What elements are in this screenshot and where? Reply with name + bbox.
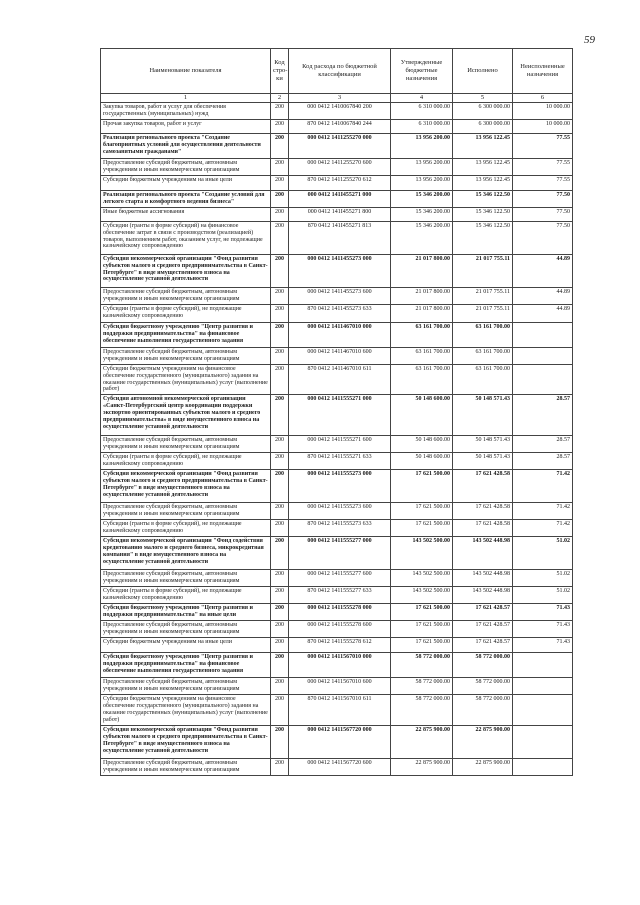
table-row: [101, 436, 573, 453]
table-row: [101, 304, 573, 322]
table-row: [101, 638, 573, 653]
row-classification: 000 0412 1411567720 000: [289, 725, 391, 758]
row-code: 200: [271, 436, 289, 453]
row-unexecuted: 51.02: [513, 537, 573, 570]
row-classification: 870 0412 1411255270 612: [289, 175, 391, 190]
table-body: [101, 103, 573, 776]
row-name: Реализация регионального проекта "Создание благоприятных условий для осуществления деятельности самозанятыми гражданами": [101, 133, 271, 158]
row-unexecuted: [513, 725, 573, 758]
row-name: Субсидия бюджетному учреждению "Центр развития и поддержки предпринимательства" на финансовое обеспечение выполнения государственного задания: [101, 322, 271, 347]
row-name: Субсидия бюджетному учреждению "Центр развития и поддержки предпринимательства" на финансовое обеспечение выполнения государственного задания: [101, 653, 271, 678]
row-name: Субсидии бюджетным учреждениям на иные цели: [101, 175, 271, 190]
row-unexecuted: 77.55: [513, 175, 573, 190]
row-classification: 000 0412 1411555273 600: [289, 503, 391, 520]
row-executed: 13 956 122.45: [453, 175, 513, 190]
row-executed: 63 161 700.00: [453, 347, 513, 364]
row-classification: 000 0412 1411467010 600: [289, 347, 391, 364]
row-approved: 58 772 000.00: [391, 695, 453, 726]
table-row: [101, 287, 573, 304]
row-approved: 17 621 500.00: [391, 621, 453, 638]
row-approved: 58 772 000.00: [391, 678, 453, 695]
row-classification: 870 0412 1410067840 244: [289, 119, 391, 133]
row-approved: 21 017 800.00: [391, 287, 453, 304]
row-classification: 870 0412 141I455271 813: [289, 221, 391, 254]
table-row: [101, 322, 573, 347]
row-name: Реализация регионального проекта "Создание условий для легкого старта и комфортного ведения бизнеса": [101, 190, 271, 207]
row-name: Субсидия некоммерческой организации "Фонд развития субъектов малого и среднего предпринимательства в Санкт-Петербурге" в виде имущественного взноса на осуществление уставной деятельности: [101, 725, 271, 758]
row-unexecuted: 71.43: [513, 604, 573, 621]
table-row: [101, 133, 573, 158]
table-row: [101, 678, 573, 695]
row-code: 200: [271, 587, 289, 604]
row-unexecuted: 51.02: [513, 587, 573, 604]
header-executed: Исполнено: [453, 49, 513, 94]
row-executed: 21 017 755.11: [453, 287, 513, 304]
row-approved: 50 148 600.00: [391, 395, 453, 436]
row-executed: 17 621 428.57: [453, 604, 513, 621]
row-executed: 50 148 571.43: [453, 395, 513, 436]
row-classification: 870 0412 1411555278 612: [289, 638, 391, 653]
row-executed: 58 772 000.00: [453, 695, 513, 726]
row-approved: 15 346 200.00: [391, 207, 453, 221]
row-approved: 17 621 500.00: [391, 470, 453, 503]
header-row-code: Код стро-ки: [271, 49, 289, 94]
table-row: [101, 725, 573, 758]
row-unexecuted: 77.55: [513, 158, 573, 175]
row-unexecuted: 10 000.00: [513, 103, 573, 120]
row-classification: 000 0412 141I455271 000: [289, 190, 391, 207]
row-code: 200: [271, 304, 289, 322]
row-name: Субсидии бюджетным учреждениям на финансовое обеспечение государственного (муниципального) задания на оказание государственных (муниципальных) услуг (выполнение работ): [101, 695, 271, 726]
table-row: [101, 103, 573, 120]
row-unexecuted: [513, 347, 573, 364]
table-row: [101, 175, 573, 190]
row-approved: 13 956 200.00: [391, 133, 453, 158]
column-number: 2: [271, 94, 289, 103]
row-executed: 15 346 122.50: [453, 221, 513, 254]
row-name: Субсидии (гранты в форме субсидий), не подлежащие казначейскому сопровождению: [101, 587, 271, 604]
row-unexecuted: 77.55: [513, 133, 573, 158]
row-approved: 22 875 900.00: [391, 758, 453, 775]
row-executed: 17 621 428.58: [453, 503, 513, 520]
row-approved: 50 148 600.00: [391, 453, 453, 470]
table-header-row: [101, 49, 573, 94]
row-code: 200: [271, 758, 289, 775]
row-name: Предоставление субсидий бюджетным, автономным учреждениям и иным некоммерческим организациям: [101, 678, 271, 695]
row-unexecuted: 71.43: [513, 621, 573, 638]
page-number: 59: [584, 34, 595, 46]
row-classification: 000 0412 1411555277 600: [289, 570, 391, 587]
row-unexecuted: 28.57: [513, 436, 573, 453]
row-name: Предоставление субсидий бюджетным, автономным учреждениям и иным некоммерческим организациям: [101, 436, 271, 453]
row-name: Субсидия некоммерческой организации "Фонд развития субъектов малого и среднего предпринимательства в Санкт-Петербурге" в виде имущественного взноса на осуществление уставной деятельности: [101, 470, 271, 503]
row-executed: 13 956 122.45: [453, 133, 513, 158]
row-code: 200: [271, 638, 289, 653]
row-classification: 000 0412 1411555271 000: [289, 395, 391, 436]
row-approved: 17 621 500.00: [391, 503, 453, 520]
row-unexecuted: [513, 695, 573, 726]
row-code: 200: [271, 653, 289, 678]
row-classification: 000 0412 1411467010 000: [289, 322, 391, 347]
row-code: 200: [271, 570, 289, 587]
row-code: 200: [271, 175, 289, 190]
row-name: Предоставление субсидий бюджетным, автономным учреждениям и иным некоммерческим организациям: [101, 158, 271, 175]
row-approved: 143 502 500.00: [391, 537, 453, 570]
row-code: 200: [271, 287, 289, 304]
row-code: 200: [271, 254, 289, 287]
row-unexecuted: 51.02: [513, 570, 573, 587]
row-classification: 870 0412 1411467010 611: [289, 364, 391, 395]
row-executed: 13 956 122.45: [453, 158, 513, 175]
row-unexecuted: 71.42: [513, 503, 573, 520]
row-code: 200: [271, 520, 289, 537]
row-code: 200: [271, 119, 289, 133]
row-approved: 63 161 700.00: [391, 347, 453, 364]
row-classification: 000 0412 1411567720 600: [289, 758, 391, 775]
row-code: 200: [271, 207, 289, 221]
row-classification: 000 0412 1411455273 600: [289, 287, 391, 304]
row-name: Субсидии (гранты в форме субсидий), не подлежащие казначейскому сопровождению: [101, 520, 271, 537]
table-row: [101, 470, 573, 503]
row-code: 200: [271, 678, 289, 695]
row-unexecuted: 71.42: [513, 470, 573, 503]
table-row: [101, 570, 573, 587]
table-row: [101, 587, 573, 604]
row-name: Иные бюджетные ассигнования: [101, 207, 271, 221]
row-code: 200: [271, 695, 289, 726]
row-code: 200: [271, 347, 289, 364]
row-code: 200: [271, 621, 289, 638]
row-executed: 58 772 000.00: [453, 653, 513, 678]
row-code: 200: [271, 190, 289, 207]
row-classification: 000 0412 1410067840 200: [289, 103, 391, 120]
row-unexecuted: 71.42: [513, 520, 573, 537]
row-code: 200: [271, 364, 289, 395]
table-row: [101, 190, 573, 207]
row-name: Субсидии (гранты в форме субсидий) на финансовое обеспечение затрат в связи с производством (реализацией) товаров, выполнением работ, оказанием услуг, не подлежащие казначейскому сопровождению: [101, 221, 271, 254]
column-number: 6: [513, 94, 573, 103]
table-row: [101, 453, 573, 470]
row-name: Предоставление субсидий бюджетным, автономным учреждениям и иным некоммерческим организациям: [101, 503, 271, 520]
row-code: 200: [271, 322, 289, 347]
row-code: 200: [271, 158, 289, 175]
row-executed: 6 300 000.00: [453, 119, 513, 133]
column-number: 1: [101, 94, 271, 103]
row-classification: 000 0412 141I455271 800: [289, 207, 391, 221]
table-row: [101, 221, 573, 254]
row-name: Субсидии бюджетным учреждениям на финансовое обеспечение государственного (муниципального) задания на оказание государственных (муниципальных) услуг (выполнение работ): [101, 364, 271, 395]
row-classification: 000 0412 1411255270 000: [289, 133, 391, 158]
row-name: Закупка товаров, работ и услуг для обеспечения государственных (муниципальных) нужд: [101, 103, 271, 120]
row-approved: 143 502 500.00: [391, 587, 453, 604]
row-classification: 000 0412 1411455273 000: [289, 254, 391, 287]
row-code: 200: [271, 503, 289, 520]
table-row: [101, 537, 573, 570]
table-row: [101, 503, 573, 520]
row-name: Предоставление субсидий бюджетным, автономным учреждениям и иным некоммерческим организациям: [101, 758, 271, 775]
row-code: 200: [271, 221, 289, 254]
row-name: Предоставление субсидий бюджетным, автономным учреждениям и иным некоммерческим организациям: [101, 287, 271, 304]
table-row: [101, 158, 573, 175]
row-unexecuted: [513, 758, 573, 775]
table-row: [101, 604, 573, 621]
row-unexecuted: 10 000.00: [513, 119, 573, 133]
row-classification: 870 0412 1411555273 633: [289, 520, 391, 537]
row-name: Субсидия автономной некоммерческой организации «Санкт-Петербургский центр координации поддержки экспортно ориентированных субъектов малого и среднего предпринимательства» в виде имущественного взноса на осуществление уставной деятельности: [101, 395, 271, 436]
row-executed: 21 017 755.11: [453, 304, 513, 322]
header-name: Наименование показателя: [101, 49, 271, 94]
header-approved: Утвержденные бюджетные назначения: [391, 49, 453, 94]
row-classification: 870 0412 1411555277 633: [289, 587, 391, 604]
row-executed: 143 502 448.98: [453, 570, 513, 587]
row-approved: 17 621 500.00: [391, 520, 453, 537]
row-unexecuted: 44.89: [513, 287, 573, 304]
table-row: [101, 520, 573, 537]
column-number: 5: [453, 94, 513, 103]
row-executed: 17 621 428.58: [453, 520, 513, 537]
row-unexecuted: [513, 322, 573, 347]
row-name: Предоставление субсидий бюджетным, автономным учреждениям и иным некоммерческим организациям: [101, 621, 271, 638]
row-approved: 22 875 900.00: [391, 725, 453, 758]
row-approved: 21 017 800.00: [391, 304, 453, 322]
row-code: 200: [271, 470, 289, 503]
row-approved: 15 346 200.00: [391, 221, 453, 254]
row-name: Субсидии (гранты в форме субсидий), не подлежащие казначейскому сопровождению: [101, 453, 271, 470]
row-unexecuted: [513, 364, 573, 395]
row-code: 200: [271, 395, 289, 436]
row-approved: 143 502 500.00: [391, 570, 453, 587]
row-classification: 000 0412 1411555273 000: [289, 470, 391, 503]
row-classification: 870 0412 1411555271 633: [289, 453, 391, 470]
table-row: [101, 347, 573, 364]
row-classification: 000 0412 1411555271 600: [289, 436, 391, 453]
row-executed: 15 346 122.50: [453, 207, 513, 221]
row-code: 200: [271, 604, 289, 621]
table-row: [101, 207, 573, 221]
row-approved: 15 346 200.00: [391, 190, 453, 207]
row-name: Субсидии бюджетным учреждениям на иные цели: [101, 638, 271, 653]
table-row: [101, 254, 573, 287]
row-approved: 13 956 200.00: [391, 158, 453, 175]
row-unexecuted: 77.50: [513, 221, 573, 254]
row-name: Субсидия некоммерческой организации "Фонд развития субъектов малого и среднего предпринимательства в Санкт-Петербурге" в виде имущественного взноса на осуществление уставной деятельности: [101, 254, 271, 287]
row-approved: 58 772 000.00: [391, 653, 453, 678]
row-executed: 63 161 700.00: [453, 364, 513, 395]
row-approved: 17 621 500.00: [391, 638, 453, 653]
row-executed: 143 502 448.98: [453, 587, 513, 604]
column-number: 3: [289, 94, 391, 103]
row-unexecuted: 44.89: [513, 254, 573, 287]
row-classification: 000 0412 1411555278 000: [289, 604, 391, 621]
column-number: 4: [391, 94, 453, 103]
header-expense-code: Код расхода по бюджетной классификации: [289, 49, 391, 94]
row-unexecuted: [513, 653, 573, 678]
header-unexecuted: Неисполненные назначения: [513, 49, 573, 94]
row-code: 200: [271, 725, 289, 758]
row-unexecuted: 71.43: [513, 638, 573, 653]
row-code: 200: [271, 537, 289, 570]
row-code: 200: [271, 453, 289, 470]
row-code: 200: [271, 103, 289, 120]
row-classification: 000 0412 1411555278 600: [289, 621, 391, 638]
row-executed: 17 621 428.58: [453, 470, 513, 503]
row-classification: 000 0412 1411567010 000: [289, 653, 391, 678]
row-executed: 143 502 448.98: [453, 537, 513, 570]
row-executed: 50 148 571.43: [453, 453, 513, 470]
row-unexecuted: 28.57: [513, 453, 573, 470]
row-approved: 21 017 800.00: [391, 254, 453, 287]
table-row: [101, 364, 573, 395]
row-classification: 870 0412 1411567010 611: [289, 695, 391, 726]
table-row: [101, 758, 573, 775]
row-unexecuted: 44.89: [513, 304, 573, 322]
column-number-row: [101, 94, 573, 103]
row-approved: 13 956 200.00: [391, 175, 453, 190]
row-name: Предоставление субсидий бюджетным, автономным учреждениям и иным некоммерческим организациям: [101, 347, 271, 364]
row-approved: 63 161 700.00: [391, 322, 453, 347]
table-row: [101, 621, 573, 638]
row-approved: 17 621 500.00: [391, 604, 453, 621]
row-executed: 15 346 122.50: [453, 190, 513, 207]
row-unexecuted: 28.57: [513, 395, 573, 436]
row-classification: 870 0412 1411455273 633: [289, 304, 391, 322]
row-name: Субсидия бюджетному учреждению "Центр развития и поддержки предпринимательства" на иные цели: [101, 604, 271, 621]
row-executed: 50 148 571.43: [453, 436, 513, 453]
row-classification: 000 0412 1411567010 600: [289, 678, 391, 695]
row-executed: 21 017 755.11: [453, 254, 513, 287]
table-row: [101, 395, 573, 436]
row-executed: 22 875 900.00: [453, 725, 513, 758]
row-unexecuted: [513, 678, 573, 695]
row-executed: 22 875 900.00: [453, 758, 513, 775]
row-name: Субсидии (гранты в форме субсидий), не подлежащие казначейскому сопровождению: [101, 304, 271, 322]
table-row: [101, 653, 573, 678]
row-executed: 58 772 000.00: [453, 678, 513, 695]
row-classification: 000 0412 1411555277 000: [289, 537, 391, 570]
row-approved: 63 161 700.00: [391, 364, 453, 395]
row-approved: 50 148 600.00: [391, 436, 453, 453]
row-executed: 17 621 428.57: [453, 621, 513, 638]
row-code: 200: [271, 133, 289, 158]
table-row: [101, 119, 573, 133]
row-classification: 000 0412 1411255270 600: [289, 158, 391, 175]
row-approved: 6 310 000.00: [391, 103, 453, 120]
budget-execution-table: [100, 48, 573, 776]
row-name: Предоставление субсидий бюджетным, автономным учреждениям и иным некоммерческим организациям: [101, 570, 271, 587]
row-executed: 17 621 428.57: [453, 638, 513, 653]
row-approved: 6 310 000.00: [391, 119, 453, 133]
row-unexecuted: 77.50: [513, 190, 573, 207]
row-name: Субсидия некоммерческой организации "Фонд содействия кредитованию малого и среднего бизнеса, микрокредитная компания" в виде имущественного взноса на осуществление уставной деятельности: [101, 537, 271, 570]
table-row: [101, 695, 573, 726]
row-name: Прочая закупка товаров, работ и услуг: [101, 119, 271, 133]
row-executed: 6 300 000.00: [453, 103, 513, 120]
row-unexecuted: 77.50: [513, 207, 573, 221]
row-executed: 63 161 700.00: [453, 322, 513, 347]
